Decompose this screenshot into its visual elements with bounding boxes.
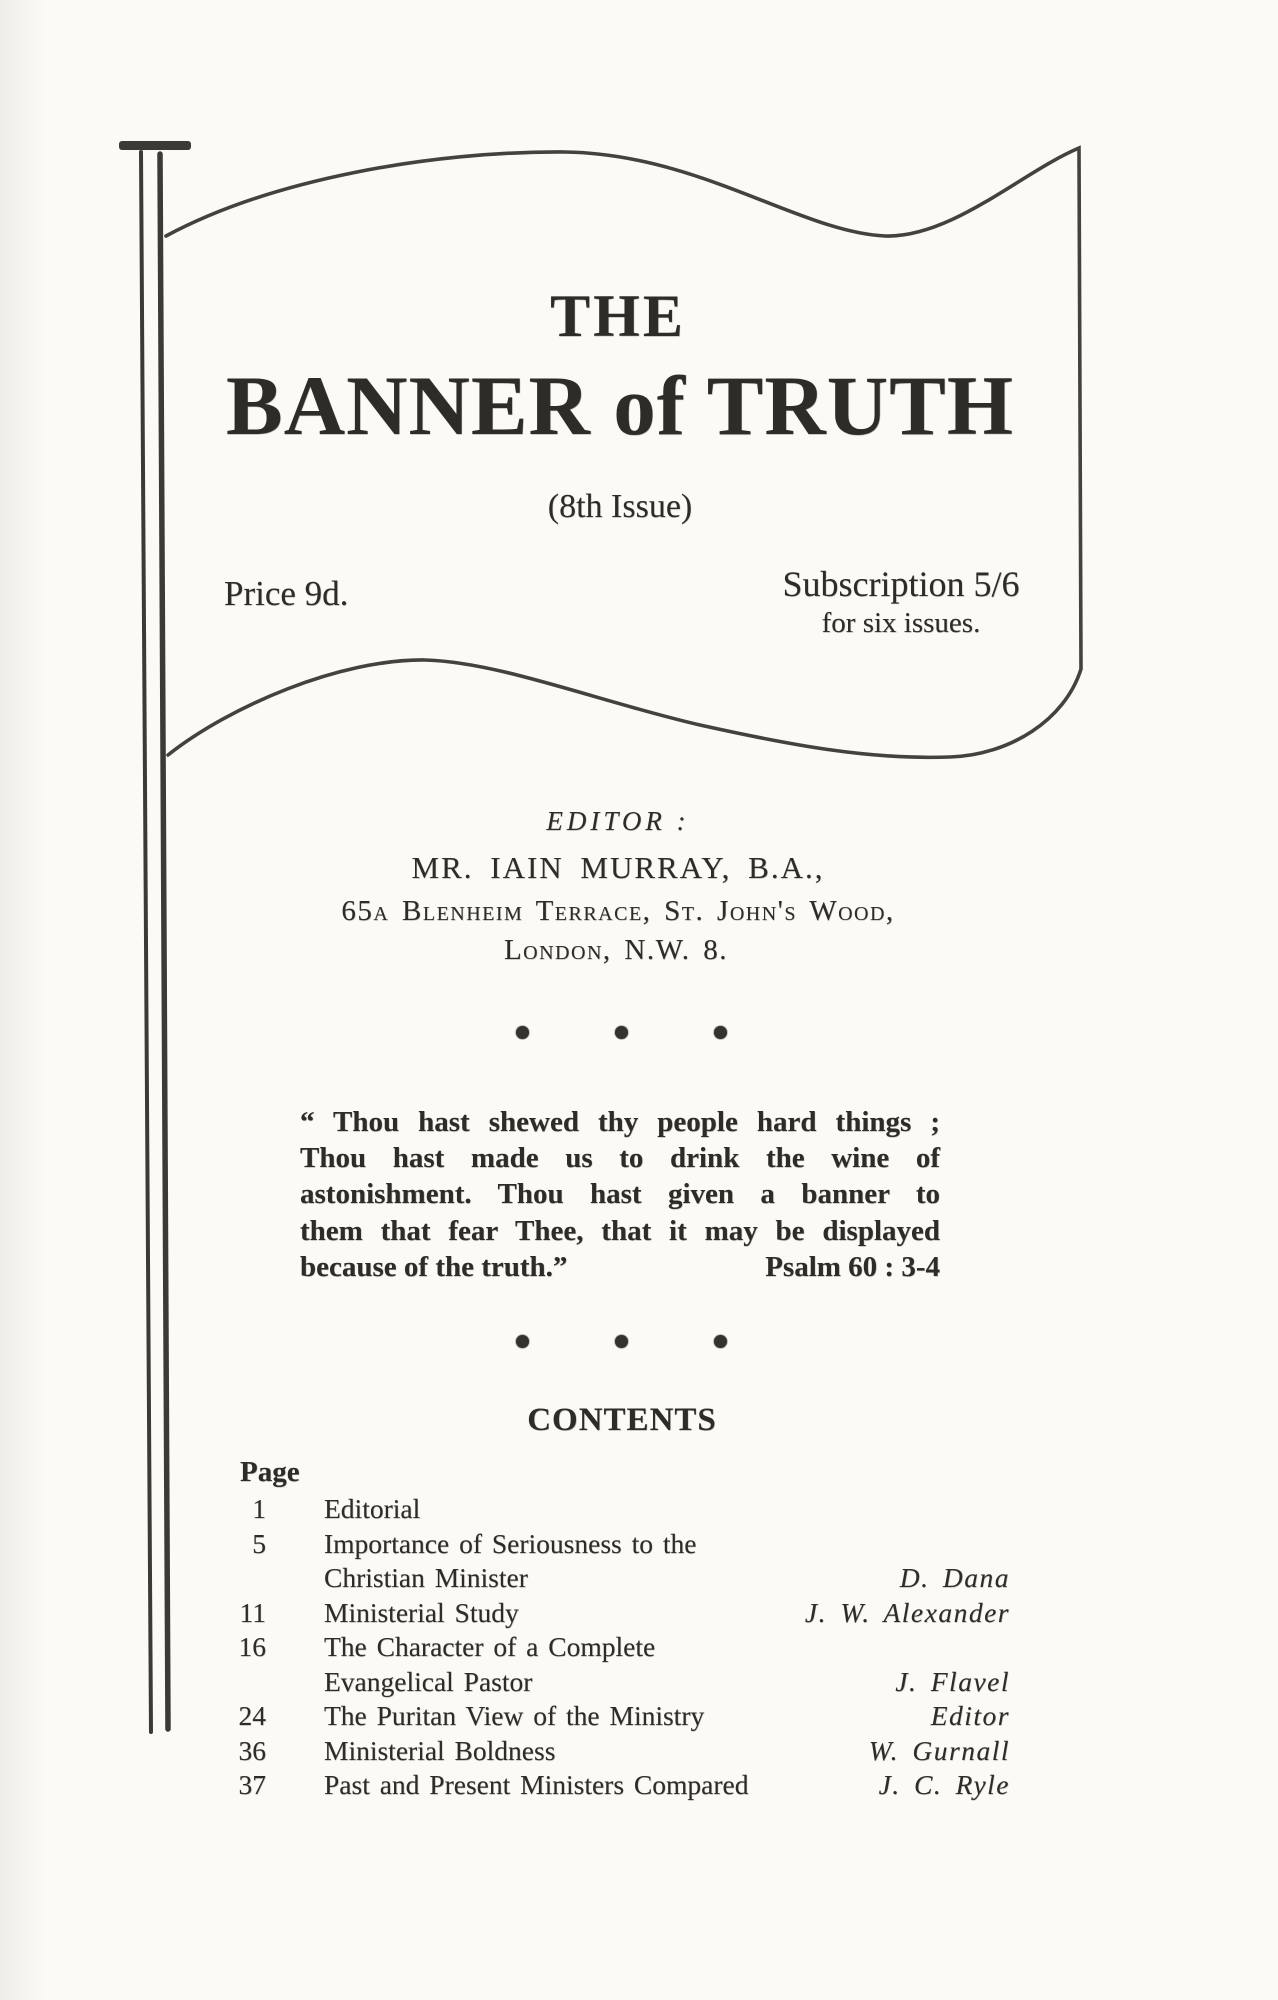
dot-icon [615, 1026, 628, 1039]
dot-icon [516, 1335, 529, 1348]
issue-number: (8th Issue) [547, 488, 693, 525]
editor-address-line1: 65a Blenheim Terrace, St. John's Wood, [341, 895, 895, 927]
masthead-title-line1: THE [550, 283, 686, 349]
toc-title: The Character of a Complete [324, 1631, 656, 1662]
toc-page-number: 24 [238, 1700, 266, 1731]
flagpole-cap [119, 141, 191, 150]
toc-title: Past and Present Ministers Compared [324, 1769, 749, 1800]
toc-title: Ministerial Study [324, 1596, 519, 1628]
table-row [180, 1528, 1010, 1563]
editor-label: EDITOR : [546, 806, 690, 836]
dot-icon [714, 1026, 727, 1039]
contents-heading: CONTENTS [527, 1402, 717, 1438]
separator-dots-bottom [516, 1335, 727, 1348]
table-row [180, 1666, 1010, 1701]
toc-author: D. Dana [899, 1562, 1010, 1593]
quote-line: them that fear Thee, that it may be displayed [300, 1214, 940, 1247]
quote-line-end: because of the truth.” [300, 1250, 568, 1283]
separator-dots-top [516, 1026, 727, 1039]
quote-line: Thou hast made us to drink the wine of [300, 1142, 940, 1175]
toc-author: J. Flavel [895, 1665, 1010, 1697]
toc-title: Editorial [324, 1493, 421, 1524]
toc-title: Christian Minister [324, 1562, 528, 1593]
flagpole-left-line [141, 152, 151, 1732]
toc-title: The Puritan View of the Ministry [324, 1700, 705, 1731]
toc-author: Editor [930, 1700, 1010, 1731]
toc-page-number: 16 [238, 1631, 266, 1662]
table-row [180, 1597, 1010, 1632]
masthead-title-line2: BANNER of TRUTH [226, 359, 1014, 453]
editor-address-line2: London, N.W. 8. [503, 934, 729, 966]
table-row [180, 1700, 1010, 1735]
scripture-quote [300, 1104, 940, 1285]
table-row [180, 1769, 1010, 1804]
quote-line: astonishment. Thou hast given a banner to [300, 1178, 940, 1211]
toc-title: Evangelical Pastor [324, 1665, 533, 1697]
dot-icon [714, 1335, 727, 1348]
table-row [180, 1493, 1010, 1528]
scripture-reference: Psalm 60 : 3-4 [765, 1250, 940, 1283]
quote-last-line [300, 1249, 940, 1285]
table-row [180, 1735, 1010, 1770]
price-label: Price 9d. [224, 574, 349, 613]
toc-title: Ministerial Boldness [324, 1734, 556, 1766]
toc-page-number: 11 [239, 1596, 266, 1628]
toc-author: W. Gurnall [868, 1734, 1010, 1766]
subscription-note: for six issues. [821, 607, 981, 639]
subscription-block [782, 566, 1019, 638]
toc-author: J. C. Ryle [878, 1769, 1010, 1800]
table-row [180, 1631, 1010, 1666]
toc-page-number: 1 [252, 1493, 266, 1524]
contents-table [180, 1493, 1010, 1804]
subscription-price: Subscription 5/6 [782, 564, 1020, 604]
toc-page-number: 5 [252, 1527, 266, 1559]
toc-page-number: 37 [238, 1769, 266, 1800]
toc-page-number: 36 [238, 1734, 266, 1766]
page-column-label: Page [240, 1456, 300, 1488]
dot-icon [615, 1335, 628, 1348]
editor-name: MR. IAIN MURRAY, B.A., [411, 850, 825, 885]
table-row [180, 1562, 1010, 1597]
toc-author: J. W. Alexander [804, 1596, 1010, 1628]
toc-title: Importance of Seriousness to the [324, 1527, 697, 1559]
dot-icon [516, 1026, 529, 1039]
quote-line: “ Thou hast shewed thy people hard things ; [300, 1106, 940, 1138]
flagpole-right-line [160, 154, 168, 1729]
